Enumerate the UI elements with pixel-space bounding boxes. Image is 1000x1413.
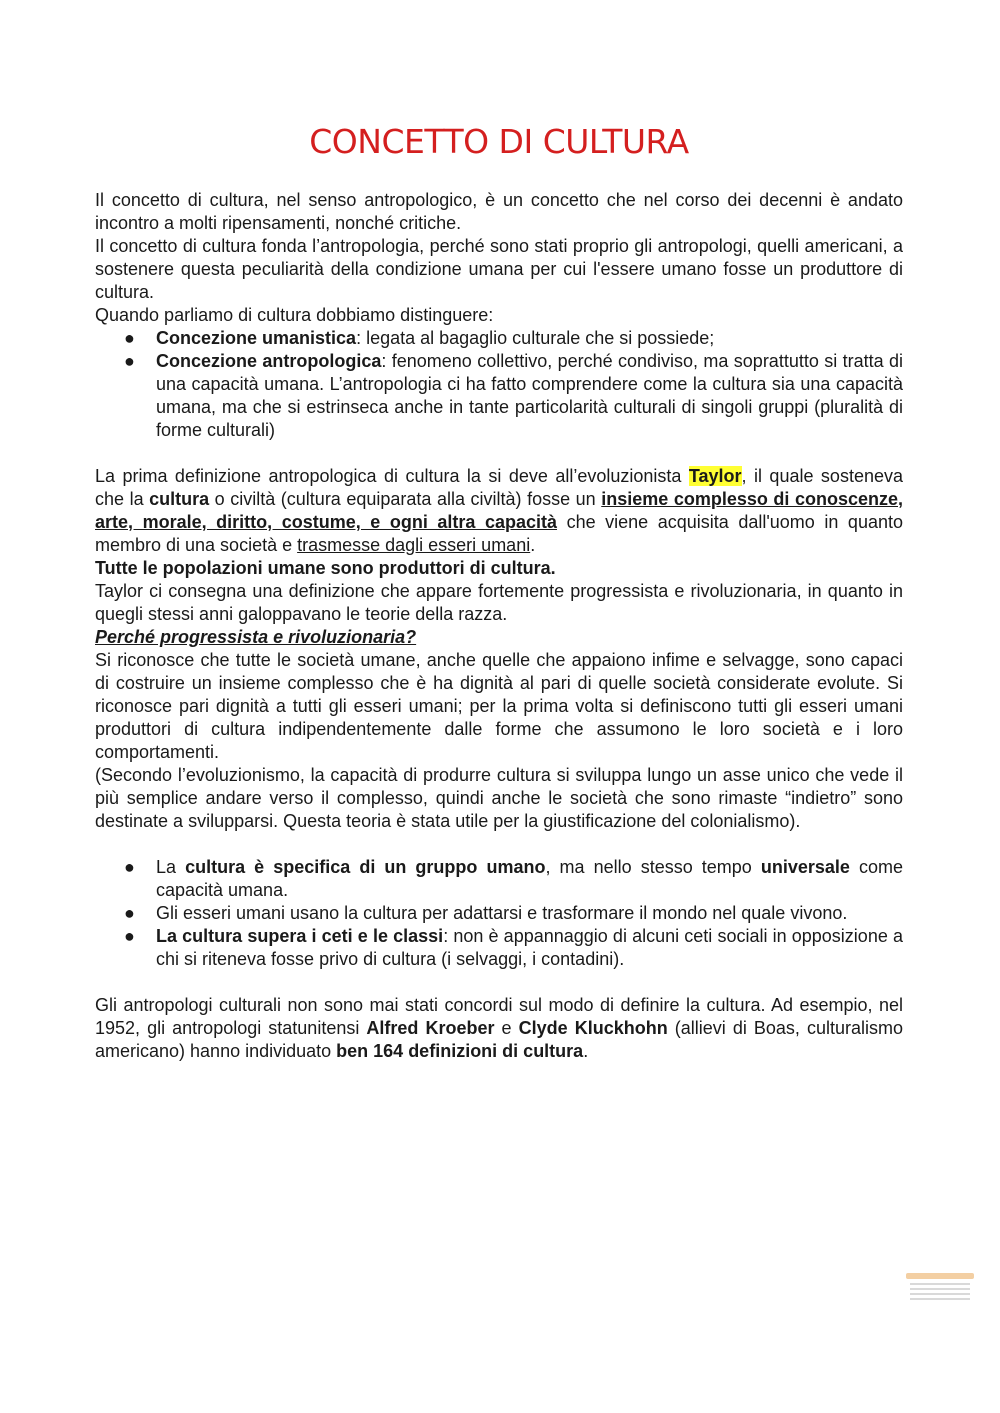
evolution-paragraph: (Secondo l’evoluzionismo, la capacità di produrre cultura si sviluppa lungo un asse unico che vede il più semplice andare verso il complesso, quindi anche le società che sono rimaste “indietro” sono destinate a svilupparsi. Questa teoria è stata utile per la giustificazione del colonialismo). [95,765,903,831]
intro-paragraph-2: Il concetto di cultura fonda l’antropologia, perché sono stati proprio gli antropologi, quelli americani, a sostenere questa peculiarità della condizione umana per cui l'essere umano fosse un produttore di cultura. [95,236,903,302]
culture-features-list [95,856,903,971]
list-item-bold: Concezione antropologica [156,351,382,371]
statement-text: Tutte le popolazioni umane sono produttori di cultura. [95,558,556,578]
bullet-icon: ● [124,903,135,923]
spacer [95,833,903,856]
intro-paragraph-3: Quando parliamo di cultura dobbiamo distinguere: [95,305,494,325]
text-span: che viene acquisita dall'uomo in quanto membro di una società e [95,512,903,555]
list-item [95,327,903,350]
list-item [95,350,903,442]
text-span: come capacità umana. [156,857,903,900]
highlighted-name: Taylor [688,466,742,486]
text-span: Gli antropologi culturali non sono mai stati concordi sul modo di definire la cultura. Ad esempio, nel 1952, gli antropologi statunitensi [95,995,903,1038]
text-span: (allievi di Boas, culturalismo americano) hanno individuato [95,1018,904,1061]
text-span: , ma nello stesso tempo [545,857,761,877]
document-body [95,189,903,1063]
bold-term: cultura è specifica di un gruppo umano [185,857,546,877]
taylor-paragraph [95,465,903,557]
bold-term: ben 164 definizioni di cultura [336,1041,584,1061]
list-item [95,902,903,925]
question-text: Perché progressista e rivoluzionaria? [95,627,417,647]
bullet-icon: ● [124,328,135,348]
taylor-paragraph-2: Taylor ci consegna una definizione che appare fortemente progressista e rivoluzionaria, in quanto in quegli stessi anni galoppavano le teorie della razza. [95,581,903,624]
list-item [95,925,903,971]
text-span: . [530,535,536,555]
page-title: CONCETTO DI CULTURA [309,122,689,161]
spacer [95,442,903,465]
watermark-logo [906,1273,974,1307]
watermark-line [910,1298,970,1300]
closing-paragraph [95,994,903,1063]
list-item [95,856,903,902]
bold-name: Clyde Kluckhohn [518,1018,668,1038]
bold-term: cultura [149,489,210,509]
text-span: o civiltà (cultura equiparata alla civiltà) fosse un [209,489,602,509]
underlined-definition: insieme complesso di conoscenze, arte, morale, diritto, costume, e ogni altra capacità [95,489,903,532]
text-span: . [583,1041,589,1061]
text-span: e [494,1018,519,1038]
bold-term: La cultura supera i ceti e le classi [156,926,444,946]
bullet-icon: ● [124,857,135,877]
text-span: : non è appannaggio di alcuni ceti sociali in opposizione a chi si riteneva fosse privo di cultura (i selvaggi, i contadini). [156,926,903,969]
bold-term: universale [760,857,850,877]
spacer [95,971,903,994]
watermark-line [910,1293,970,1295]
text-span: La [156,857,186,877]
watermark-bar [906,1273,974,1279]
list-item-text: : fenomeno collettivo, perché condiviso, ma soprattutto si tratta di una capacità umana. L’antropologia ci ha fatto comprendere come la cultura sia una capacità umana, ma che si estrinseca anche in tante particolarità culturali di singoli gruppi (pluralità di forme culturali) [156,351,903,440]
question-heading [95,626,903,649]
bullet-icon: ● [124,351,135,371]
watermark-line [910,1288,970,1290]
text-span: , il quale sosteneva che la [95,466,903,509]
text-span: La prima definizione antropologica di cultura la si deve all’evoluzionista [95,466,689,486]
statement [95,557,903,580]
bullet-icon: ● [124,926,135,946]
watermark-line [910,1283,970,1285]
conceptions-list [95,327,903,442]
intro-paragraph-1: Il concetto di cultura, nel senso antropologico, è un concetto che nel corso dei decenni è andato incontro a molti ripensamenti, nonché critiche. [95,190,903,233]
underlined-phrase: trasmesse dagli esseri umani [297,535,531,555]
list-item-text: : legata al bagaglio culturale che si possiede; [356,328,715,348]
answer-paragraph: Si riconosce che tutte le società umane, anche quelle che appaiono infime e selvagge, sono capaci di costruire un insieme complesso che è ha dignità al pari di quelle società considerate evolute. Si riconosce pari dignità a tutti gli esseri umani; per la prima volta si definiscono tutti gli esseri umani produttori di cultura indipendentemente dalle forme che assumono le loro società e i loro comportamenti. [95,650,903,762]
list-item-text: Gli esseri umani usano la cultura per adattarsi e trasformare il mondo nel quale vivono. [156,903,848,923]
bold-name: Alfred Kroeber [366,1018,495,1038]
list-item-bold: Concezione umanistica [156,328,357,348]
